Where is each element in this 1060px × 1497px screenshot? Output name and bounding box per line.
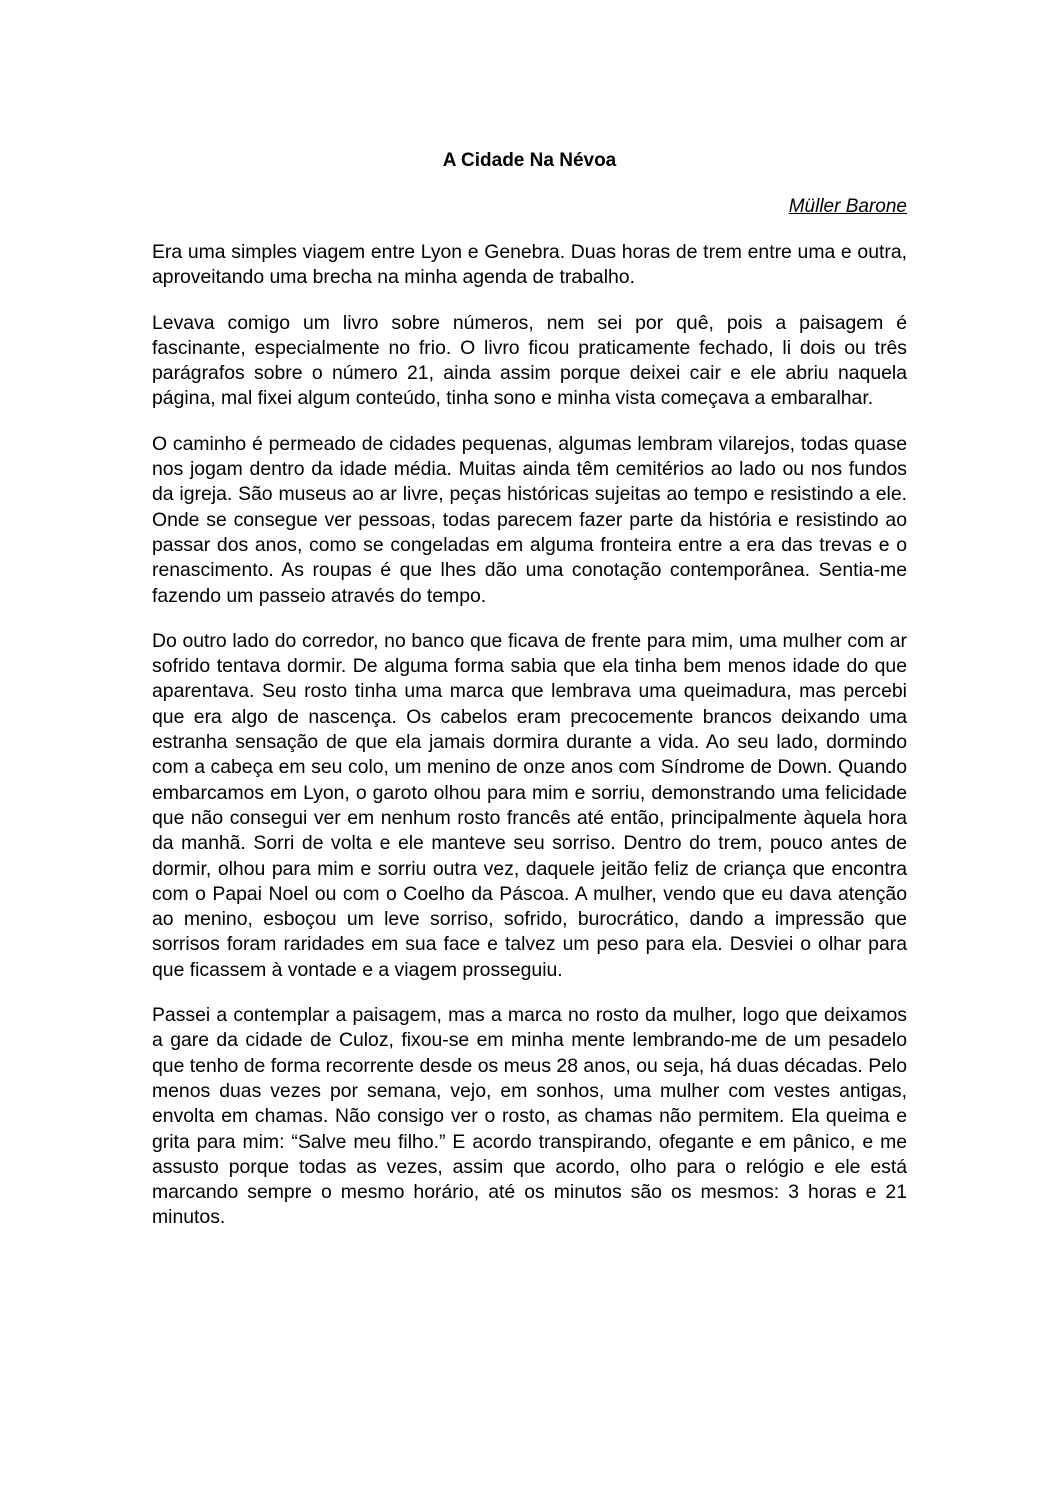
- document-page: [152, 148, 907, 1231]
- paragraph-2: Levava comigo um livro sobre números, nem sei por quê, pois a paisagem é fascinante, especialmente no frio. O livro ficou praticamente fechado, li dois ou três parágrafos sobre o número 21, ainda assim porque deixei cair e ele abriu naquela página, mal fixei algum conteúdo, tinha sono e minha vista começava a embaralhar.: [152, 311, 907, 410]
- paragraph-3: O caminho é permeado de cidades pequenas, algumas lembram vilarejos, todas quase nos jogam dentro da idade média. Muitas ainda têm cemitérios ao lado ou nos fundos da igreja. São museus ao ar livre, peças históricas sujeitas ao tempo e resistindo a ele. Onde se consegue ver pessoas, todas parecem fazer parte da história e resistindo ao passar dos anos, como se congeladas em alguma fronteira entre a era das trevas e o renascimento. As roupas é que lhes dão uma conotação contemporânea. Sentia-me fazendo um passeio através do tempo.: [152, 432, 907, 607]
- paragraph-4: Do outro lado do corredor, no banco que ficava de frente para mim, uma mulher com ar sofrido tentava dormir. De alguma forma sabia que ela tinha bem menos idade do que aparentava. Seu rosto tinha uma marca que lembrava uma queimadura, mas percebi que era algo de nascença. Os cabelos eram precocemente brancos deixando uma estranha sensação de que ela jamais dormira durante a vida. Ao seu lado, dormindo com a cabeça em seu colo, um menino de onze anos com Síndrome de Down. Quando embarcamos em Lyon, o garoto olhou para mim e sorriu, demonstrando uma felicidade que não consegui ver em nenhum rosto francês até então, principalmente àquela hora da manhã. Sorri de volta e ele manteve seu sorriso. Dentro do trem, pouco antes de dormir, olhou para mim e sorriu outra vez, daquele jeitão feliz de criança que encontra com o Papai Noel ou com o Coelho da Páscoa. A mulher, vendo que eu dava atenção ao menino, esboçou um leve sorriso, sofrido, burocrático, dando a impressão que sorrisos foram raridades em sua face e talvez um peso para ela. Desviei o olhar para que ficassem à vontade e a viagem prosseguiu.: [152, 629, 907, 981]
- paragraph-5: Passei a contemplar a paisagem, mas a marca no rosto da mulher, logo que deixamos a gare da cidade de Culoz, fixou-se em minha mente lembrando-me de um pesadelo que tenho de forma recorrente desde os meus 28 anos, ou seja, há duas décadas. Pelo menos duas vezes por semana, vejo, em sonhos, uma mulher com vestes antigas, envolta em chamas. Não consigo ver o rosto, as chamas não permitem. Ela queima e grita para mim: “Salve meu filho.” E acordo transpirando, ofegante e em pânico, e me assusto porque todas as vezes, assim que acordo, olho para o relógio e ele está marcando sempre o mesmo horário, até os minutos são os mesmos: 3 horas e 21 minutos.: [152, 1004, 907, 1229]
- paragraph-1: Era uma simples viagem entre Lyon e Genebra. Duas horas de trem entre uma e outra, aproveitando uma brecha na minha agenda de trabalho.: [152, 241, 907, 289]
- document-author: Müller Barone: [788, 196, 907, 217]
- document-title: A Cidade Na Névoa: [442, 150, 617, 171]
